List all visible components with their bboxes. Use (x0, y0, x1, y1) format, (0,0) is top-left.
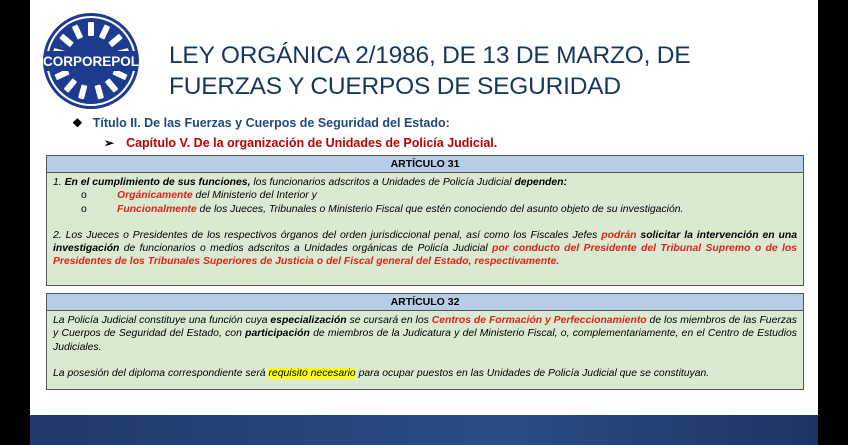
bullet-title-ii (72, 116, 450, 130)
logo-text: CORPOREPOL (42, 54, 140, 69)
arrow-bullet-icon: ➢ (104, 136, 115, 150)
title-line-1: LEY ORGÁNICA 2/1986, DE 13 DE MARZO, DE (169, 42, 691, 69)
article-32-box (46, 293, 804, 390)
bullet-title-ii-text: Título II. De las Fuerzas y Cuerpos de Seguridad del Estado: (92, 116, 450, 130)
title-line-2: FUERZAS Y CUERPOS DE SEGURIDAD (169, 73, 621, 100)
highlighted-text: requisito necesario (268, 367, 356, 379)
art31-paragraph-2: 2. Los Jueces o Presidentes de los respectivos órganos del orden jurisdiccional penal, así como los Fiscales Jefes podrán solicitar la intervención en una investigación de funcionarios o medios adscritos a Unidades orgánicas de Policía Judicial por conducto del Presidente del Tribunal Supremo o de los Presidentes de los Tribunales Superiores de Justicia o del Fiscal general del Estado, respectivamente. (53, 229, 798, 268)
circle-bullet-icon: o (81, 190, 87, 202)
art32-paragraph-1: La Policía Judicial constituye una función cuya especialización se cursará en los Centros de Formación y Perfeccionamiento de los miembros de las Fuerzas y Cuerpos de Seguridad del Estado, con participación de miembros de la Judicatura y del Ministerio Fiscal, o, complementariamente, en el Centro de Estudios Judiciales. (53, 315, 797, 353)
article-31-body (47, 173, 803, 273)
art31-subitem-2: o Funcionalmente de los Jueces, Tribunales o Ministerio Fiscal que estén conociendo del asunto objeto de su investigación. (53, 203, 797, 216)
footer-bar (30, 415, 818, 445)
bullet-capitulo-v-text: Capítulo V. De la organización de Unidades de Policía Judicial. (126, 136, 498, 150)
article-31-heading: ARTÍCULO 31 (47, 156, 803, 173)
article-32-body (47, 311, 803, 384)
page-title (169, 40, 789, 102)
art31-subitem-1: o Orgánicamente del Ministerio del Interior y (53, 189, 797, 202)
corporepol-logo (42, 12, 140, 110)
slide (30, 0, 818, 445)
art31-paragraph-1: 1. En el cumplimiento de sus funciones, los funcionarios adscritos a Unidades de Policía Judicial dependen: (53, 177, 567, 188)
article-31-box (46, 155, 804, 286)
bullet-capitulo-v (104, 136, 497, 150)
diamond-bullet-icon: ❖ (72, 116, 83, 130)
circle-bullet-icon: o (81, 203, 87, 215)
art32-paragraph-2: La posesión del diploma correspondiente será requisito necesario para ocupar puestos en las Unidades de Policía Judicial que se constituyan. (53, 367, 710, 379)
article-32-heading: ARTÍCULO 32 (47, 294, 803, 311)
